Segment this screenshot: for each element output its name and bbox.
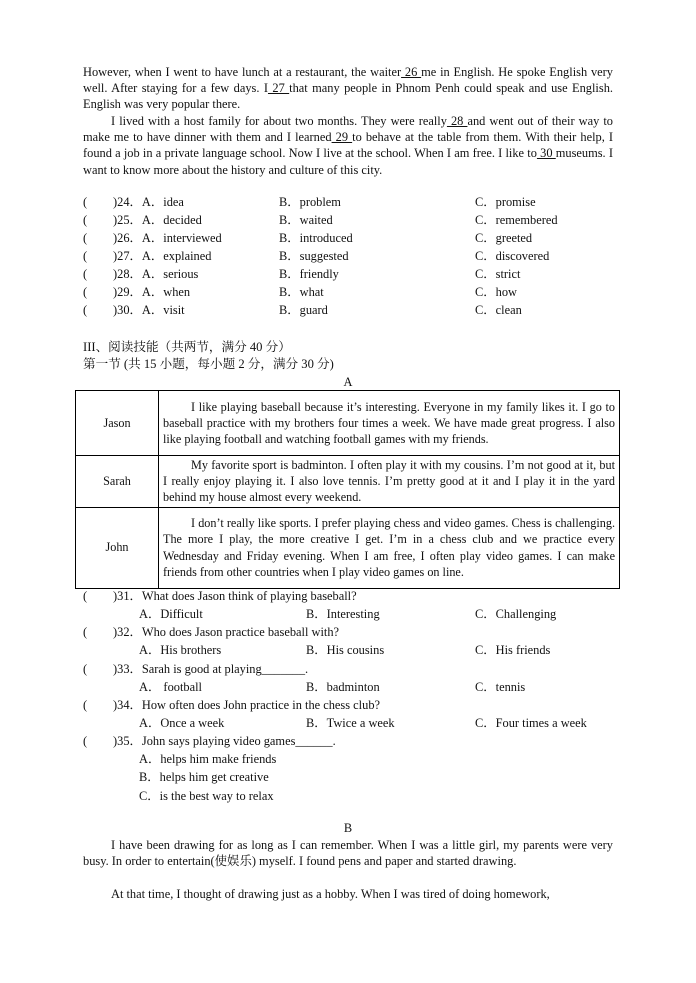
option-c: C．His friends: [475, 643, 551, 657]
passage-label-a: A: [343, 375, 353, 389]
person-name: John: [76, 507, 159, 588]
cloze-question-25: ( )25．A．decided B．waited C．remembered: [83, 213, 558, 227]
person-text: I like playing baseball because it’s interesting. Everyone in my family likes it. I go to baseball practice with my brothers four times a week. We have made great progress. I also like playing football and watching football games with my friends.: [159, 391, 620, 456]
table-row: [76, 507, 620, 588]
question-31: ( )31．What does Jason think of playing baseball?: [83, 589, 357, 603]
option-a: A．Once a week: [139, 716, 225, 730]
answer-paren[interactable]: (: [83, 734, 88, 748]
table-row: [76, 456, 620, 508]
question-35: ( )35．John says playing video games______.: [83, 734, 336, 748]
option-b: B．badminton: [306, 680, 380, 694]
option-a: A． football: [139, 680, 202, 694]
answer-paren[interactable]: (: [83, 285, 88, 299]
answer-paren[interactable]: (: [83, 589, 88, 603]
answer-paren[interactable]: (: [83, 195, 88, 209]
blank-27: 27: [267, 81, 290, 96]
passage-label-b: B: [343, 821, 353, 835]
question-32: ( )32．Who does Jason practice baseball with?: [83, 625, 340, 639]
answer-paren[interactable]: (: [83, 249, 88, 263]
person-text: I don’t really like sports. I prefer playing chess and video games. Chess is challenging. The more I play, the more creative I get. I’m in a chess club and we practice every Wednesday and Friday evening. When I am free, I often play video games. I can make friends from other countries when I play video games on line.: [159, 507, 620, 588]
option-c: C．is the best way to relax: [139, 789, 274, 803]
answer-paren[interactable]: (: [83, 303, 88, 317]
person-name: Sarah: [76, 456, 159, 508]
person-name: Jason: [76, 391, 159, 456]
person-text: My favorite sport is badminton. I often play it with my cousins. I’m not good at it, but I really enjoy playing it. I also love tennis. I’m pretty good at it and I play it in the yard behind my house almost every weekend.: [159, 456, 620, 508]
answer-paren[interactable]: (: [83, 231, 88, 245]
blank-26: 26: [401, 65, 422, 79]
option-a: A．His brothers: [139, 643, 222, 657]
option-b: B．Twice a week: [306, 716, 395, 730]
answer-paren[interactable]: (: [83, 698, 88, 712]
answer-paren[interactable]: (: [83, 213, 88, 227]
cloze-question-30: ( )30．A．visit B．guard C．clean: [83, 303, 522, 317]
cloze-question-27: ( )27．A．explained B．suggested C．discovered: [83, 249, 550, 263]
blank-28: 28: [446, 114, 468, 128]
option-b: B．helps him get creative: [139, 770, 269, 784]
sports-table: [75, 390, 620, 589]
answer-paren[interactable]: (: [83, 662, 88, 676]
option-b: B．His cousins: [306, 643, 385, 657]
option-c: C．tennis: [475, 680, 526, 694]
part-heading: 第一节 (共 15 小题，每小题 2 分，满分 30 分): [83, 357, 334, 371]
passage-paragraph-2: I lived with a host family for about two months. They were really 28 and went out of their way to make me to have dinner with them and I learned 29 to behave at the table from them. With their help, I found a job in a private language school. Now I live at the school. When I am free. I like to 30 museums. I want to know more about the history and culture of this city.: [83, 114, 613, 177]
blank-30: 30: [536, 146, 556, 161]
cloze-question-26: ( )26．A．interviewed B．introduced C．greeted: [83, 231, 533, 245]
question-34: ( )34．How often does John practice in the chess club?: [83, 698, 381, 712]
blank-29: 29: [331, 130, 353, 145]
passage-paragraph-1: However, when I went to have lunch at a restaurant, the waiter 26 me in English. He spoke English very well. After staying for a few days. I 27 that many people in Phnom Penh could speak and use English. English was very popular there.: [83, 65, 613, 112]
option-a: A．helps him make friends: [139, 752, 277, 766]
table-row: [76, 391, 620, 456]
answer-paren[interactable]: (: [83, 267, 88, 281]
cloze-question-24: ( )24．A．idea B．problem C．promise: [83, 195, 536, 209]
answer-paren[interactable]: (: [83, 625, 88, 639]
option-c: C．Challenging: [475, 607, 557, 621]
cloze-question-29: ( )29．A．when B．what C．how: [83, 285, 517, 299]
question-33: ( )33．Sarah is good at playing_______.: [83, 662, 309, 676]
option-c: C．Four times a week: [475, 716, 587, 730]
option-b: B．Interesting: [306, 607, 380, 621]
passage-b-paragraph-1: I have been drawing for as long as I can remember. When I was a little girl, my parents were very busy. In order to entertain(使娱乐) myself. I found pens and paper and started drawing.: [83, 838, 613, 869]
cloze-question-28: ( )28．A．serious B．friendly C．strict: [83, 267, 521, 281]
option-a: A．Difficult: [139, 607, 203, 621]
section-heading: III、阅读技能（共两节，满分 40 分）: [83, 340, 291, 354]
passage-b-paragraph-2: At that time, I thought of drawing just as a hobby. When I was tired of doing homework,: [111, 887, 550, 901]
